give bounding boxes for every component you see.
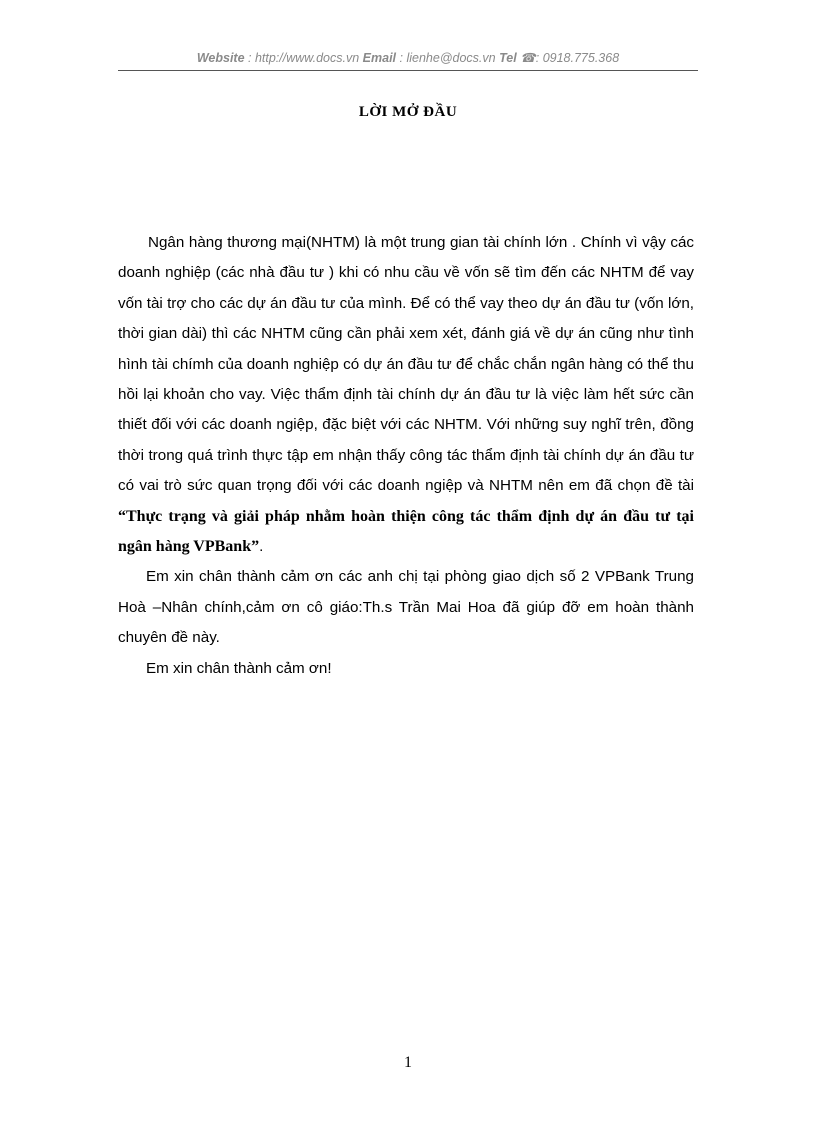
website-label: Website bbox=[196, 51, 245, 65]
email-label: Email bbox=[362, 51, 397, 65]
page-title: LỜI MỞ ĐẦU bbox=[358, 104, 458, 120]
phone-icon: ☎ bbox=[520, 51, 536, 65]
paragraph-1-end: . bbox=[259, 538, 264, 556]
page-header bbox=[118, 50, 698, 65]
header-divider bbox=[118, 70, 698, 71]
thesis-title: “Thực trạng và giải pháp nhằm hoàn thiện công tác thẩm định dự án đầu tư tại ngân hàng VPBank” bbox=[118, 507, 694, 556]
email-value: : lienhe@docs.vn bbox=[399, 51, 496, 65]
document-body bbox=[118, 228, 694, 684]
paragraph-2: Em xin chân thành cảm ơn các anh chị tại phòng giao dịch số 2 VPBank Trung Hoà –Nhân chính,cảm ơn cô giáo:Th.s Trần Mai Hoa đã giúp đỡ em hoàn thành chuyên đề này. bbox=[118, 568, 694, 647]
website-value: : http://www.docs.vn bbox=[248, 51, 360, 65]
paragraph-3: Em xin chân thành cảm ơn! bbox=[146, 659, 332, 677]
paragraph-1-text: Ngân hàng thương mại(NHTM) là một trung gian tài chính lớn . Chính vì vậy các doanh nghiệp (các nhà đầu tư ) khi có nhu cầu về vốn sẽ tìm đến các NHTM để vay vốn tài trợ cho các dự án đầu tư của mình. Để có thể vay theo dự án đầu tư (vốn lớn, thời gian dài) thì các NHTM cũng cần phải xem xét, đánh giá về dự án cũng như tình hình tài chímh của doanh nghiệp có dự án đầu tư để chắc chắn ngân hàng có thể thu hồi lại khoản cho vay. Việc thẩm định tài chính dự án đầu tư là việc làm hết sức cần thiết đối với các doanh ngiệp, đặc biệt với các NHTM. Với những suy nghĩ trên, đồng thời trong quá trình thực tập em nhận thấy công tác thẩm định tài chính dự án đầu tư có vai trò sức quan trọng đối với các doanh ngiệp và NHTM nên em đã chọn đề tài bbox=[118, 234, 694, 495]
tel-value: : 0918.775.368 bbox=[535, 51, 620, 65]
paragraph-1 bbox=[118, 228, 694, 562]
tel-label: Tel bbox=[499, 51, 517, 65]
page-number: 1 bbox=[404, 1054, 412, 1071]
